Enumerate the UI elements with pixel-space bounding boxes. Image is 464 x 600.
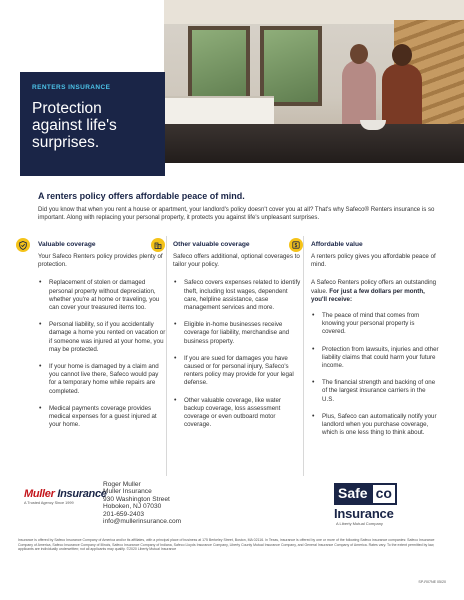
contact-street: 930 Washington Street — [103, 495, 170, 503]
building-icon — [151, 238, 165, 252]
lead-text: A Safeco Renters policy offers an outstanding value. — [311, 279, 437, 295]
list-item: • Medical payments coverage provides medical expenses for a guest injured at your home. — [38, 405, 166, 430]
column-title: Affordable value — [311, 241, 363, 248]
contact-phone: 201-659-2403 — [103, 510, 145, 518]
contact-email: info@mullerinsurance.com — [103, 518, 182, 526]
list-item: • Eligible in-home businesses receive coverage for liability, merchandise and business property. — [173, 321, 301, 346]
column-lead: A renters policy gives you affordable peace of mind. — [311, 253, 436, 269]
contact-name: Roger Muller — [103, 481, 141, 488]
svg-text:$: $ — [294, 243, 298, 249]
column-other-coverage — [173, 238, 301, 438]
safeco-insurance-text: Insurance — [334, 506, 394, 521]
hero — [0, 0, 464, 176]
safeco-word-1: Safe — [334, 483, 371, 505]
shield-icon — [16, 238, 30, 252]
column-divider — [166, 236, 167, 476]
column-lead: Safeco offers additional, optional coverages to tailor your policy. — [173, 253, 300, 269]
safeco-word-2: co — [371, 483, 397, 505]
list-item: • The peace of mind that comes from knowing your personal property is covered. — [311, 312, 439, 337]
document-code: SP-R07NE 05/20 — [418, 580, 446, 584]
list-item: • Plus, Safeco can automatically notify your landlord when you purchase coverage, which is one less thing to think about. — [311, 413, 439, 438]
intro — [38, 191, 438, 222]
list-item: • The financial strength and backing of one of the largest insurance carriers in the U.S. — [311, 379, 439, 404]
list-item: • Replacement of stolen or damaged personal property without depreciation, whether you're at home or traveling, you can cover your treasured items too. — [38, 279, 166, 312]
lead-bold-text: For just a few dollars per month, you'll receive: — [311, 287, 425, 303]
list-item: • Other valuable coverage, like water backup coverage, loss assessment coverage or even outboard motor coverage. — [173, 397, 301, 430]
safeco-logo — [334, 483, 432, 526]
column-title: Other valuable coverage — [173, 241, 250, 248]
safeco-wordmark — [334, 483, 432, 505]
intro-body: Did you know that when you rent a house or apartment, your landlord's policy doesn't cover you at all? That's why Safeco® Renters insurance is so important. Along with replacing your personal property, it protects you against life's unpleasant surprises. — [38, 206, 435, 222]
safeco-subtitle: A Liberty Mutual Company — [336, 521, 383, 526]
hero-photo — [164, 0, 464, 163]
bullet-list — [311, 312, 439, 437]
dollar-icon — [289, 238, 303, 252]
fine-print: Insurance is offered by Safeco Insurance Company of America and/or its affiliates, with a principal place of business at 175 Berkeley Street, Boston, MA 02116. In Texas, insurance is offered by one or more of the following Safeco insurance companies: Safeco Insurance Company of America, Safeco Insurance Company of Illinois, Safeco Insurance Company of Indiana, Safeco Lloyds Insurance Company, Liberty County Mutual Insurance Company, and General Insurance Company of America. Rates vary. To the extent permitted by law, applicants are individually underwritten; not all applicants may qualify. ©2020 Liberty Mutual Insurance — [18, 538, 435, 552]
column-title: Valuable coverage — [38, 241, 96, 248]
list-item: • Personal liability, so if you accidentally damage a home you rented on vacation or if someone was injured at your home, you may be protected. — [38, 321, 166, 354]
agency-tagline: A Trusted Agency Since 1999 — [24, 501, 74, 505]
bullet-list — [173, 279, 301, 429]
logo-part-2: Insurance — [54, 488, 107, 500]
list-item: • If you are sued for damages you have caused or for personal injury, Safeco's renters policy may provide for your legal defense. — [173, 355, 301, 388]
column-affordable-value — [294, 238, 439, 446]
list-item: • If your home is damaged by a claim and you cannot live there, Safeco would pay for a temporary home while repairs are completed. — [38, 363, 166, 396]
column-valuable-coverage — [38, 238, 166, 438]
intro-heading: A renters policy offers affordable peace of mind. — [38, 191, 245, 201]
list-item: • Safeco covers expenses related to identify theft, including lost wages, dependent care, helpline assistance, case management services and more. — [173, 279, 301, 312]
eyebrow: RENTERS INSURANCE — [32, 84, 111, 91]
contact-agency: Muller Insurance — [103, 488, 152, 496]
page-title: Protection against life's surprises. — [32, 100, 117, 151]
column-lead-value — [311, 279, 439, 304]
agency-contact — [103, 481, 181, 525]
column-lead: Your Safeco Renters policy provides plenty of protection. — [38, 253, 163, 269]
title-box — [20, 72, 165, 176]
column-divider — [303, 236, 304, 476]
logo-part-1: Muller — [24, 488, 55, 500]
bullet-list — [38, 279, 166, 429]
contact-city: Hoboken, NJ 07030 — [103, 503, 162, 511]
list-item: • Protection from lawsuits, injuries and other liability claims that could harm your future income. — [311, 346, 439, 371]
